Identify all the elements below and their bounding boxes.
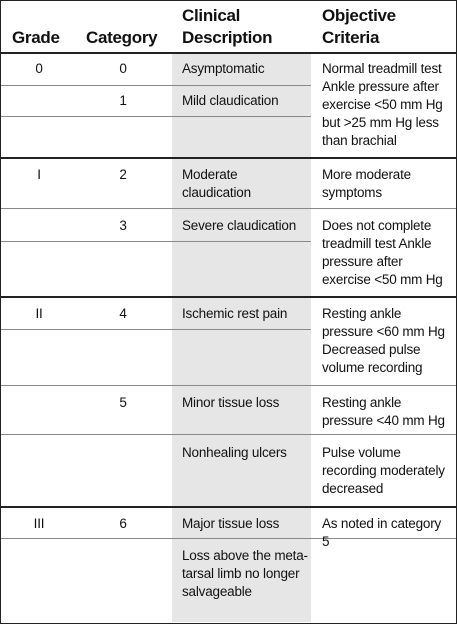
row-category: 3 [119, 218, 127, 233]
row-divider [0, 385, 457, 386]
row-category: 5 [119, 395, 127, 410]
row-description: Major tissue loss [182, 516, 280, 531]
row-category: 0 [119, 61, 127, 76]
row-grade: II [35, 306, 43, 321]
row-criteria: Does not complete treadmill test Ankle pressure after exercise <50 mm Hg [322, 218, 443, 287]
row-criteria: Ankle pressure after exercise <50 mm Hg but >25 mm Hg less than brachial [322, 79, 443, 148]
header-clinical-line2: Description [182, 28, 273, 47]
row-divider [0, 85, 311, 86]
grade-divider [0, 296, 457, 298]
row-criteria: Resting ankle pressure <60 mm Hg Decreased pulse volume recording [322, 306, 445, 375]
row-divider [0, 434, 457, 435]
row-divider [0, 208, 457, 209]
row-criteria: Normal treadmill test [322, 61, 442, 76]
row-divider [0, 116, 311, 117]
row-category: 4 [119, 306, 127, 321]
header-grade: Grade [12, 28, 60, 47]
row-grade: III [33, 516, 45, 531]
row-description: Moderate claudication [182, 167, 251, 200]
row-criteria: As noted in category 5 [322, 516, 442, 549]
table-header [0, 0, 457, 52]
row-criteria: More moderate symptoms [322, 167, 411, 200]
row-description: Ischemic rest pain [182, 306, 288, 321]
row-description: Severe claudication [182, 218, 297, 233]
header-clinical-line1: Clinical [182, 6, 241, 25]
header-category: Category [86, 28, 158, 47]
row-description: Minor tissue loss [182, 395, 280, 410]
header-rule [0, 52, 457, 54]
grade-divider [0, 157, 457, 159]
row-divider [0, 241, 311, 242]
row-category: 2 [119, 167, 127, 182]
row-description: Nonhealing ulcers [182, 445, 287, 460]
row-divider [0, 329, 311, 330]
row-description: Mild claudication [182, 93, 279, 108]
row-criteria: Resting ankle pressure <40 mm Hg [322, 395, 445, 428]
row-grade: 0 [35, 61, 43, 76]
row-category: 1 [119, 93, 127, 108]
header-objective-line1: Objective [322, 6, 396, 25]
row-criteria: Pulse volume recording moderately decreased [322, 445, 445, 496]
row-category: 6 [119, 516, 127, 531]
row-description: Loss above the meta-tarsal limb no longer salvageable [182, 548, 308, 599]
grade-divider [0, 506, 457, 508]
description-column-shade [172, 52, 311, 622]
row-description: Asymptomatic [182, 61, 265, 76]
header-objective-line2: Criteria [322, 28, 380, 47]
row-grade: I [37, 167, 41, 182]
